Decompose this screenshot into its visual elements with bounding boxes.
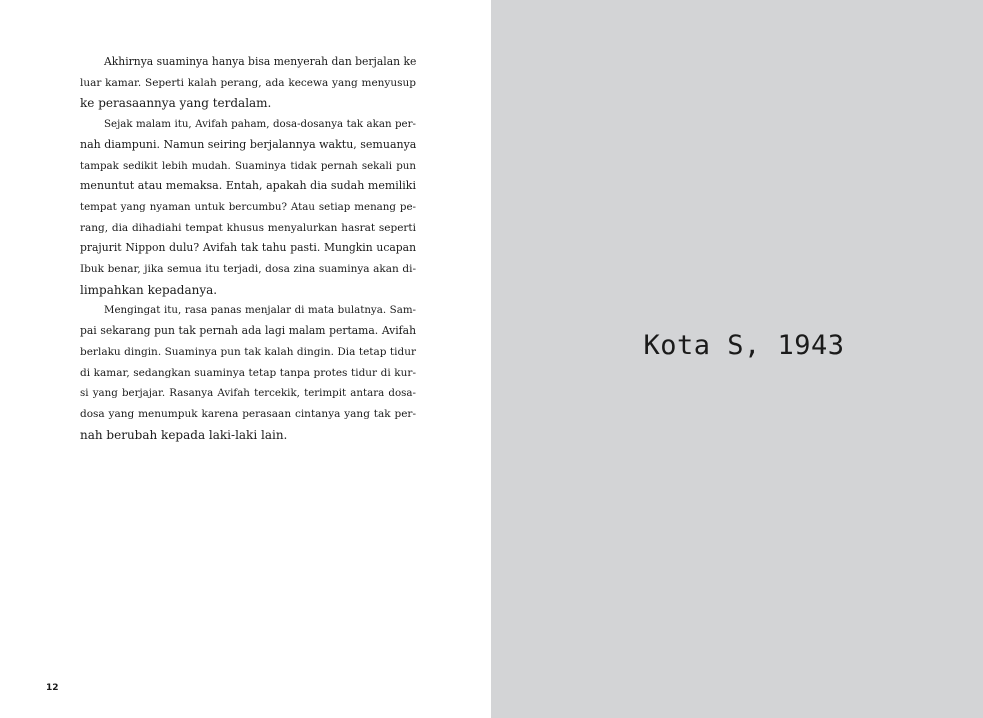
paragraph: [56, 114, 416, 300]
text-line: rang, dia dihadiahi tempat khusus menyalurkan hasrat seperti: [80, 221, 416, 234]
chapter-title: Kota S, 1943: [643, 330, 845, 361]
body-text: [56, 52, 416, 445]
text-line: ke perasaannya yang terdalam.: [80, 96, 272, 111]
text-line: Mengingat itu, rasa panas menjalar di mata bulatnya. Sam-: [104, 304, 416, 317]
text-line: Sejak malam itu, Avifah paham, dosa-dosanya tak akan per-: [104, 118, 416, 131]
left-page: [0, 0, 491, 718]
text-line: nah diampuni. Namun seiring berjalannya waktu, semuanya: [80, 137, 417, 151]
right-page: [491, 0, 983, 718]
text-line: menuntut atau memaksa. Entah, apakah dia sudah memiliki: [80, 179, 416, 193]
text-line: prajurit Nippon dulu? Avifah tak tahu pasti. Mungkin ucapan: [80, 241, 416, 255]
paragraph: [56, 300, 416, 445]
text-line: luar kamar. Seperti kalah perang, ada kecewa yang menyusup: [80, 76, 416, 89]
text-line: pai sekarang pun tak pernah ada lagi malam pertama. Avifah: [80, 324, 416, 338]
text-line: limpahkan kepadanya.: [80, 282, 218, 297]
text-line: Akhirnya suaminya hanya bisa menyerah dan berjalan ke: [104, 55, 417, 68]
paragraph: [56, 52, 416, 114]
text-line: tampak sedikit lebih mudah. Suaminya tidak pernah sekali pun: [80, 159, 416, 172]
text-line: Ibuk benar, jika semua itu terjadi, dosa zina suaminya akan di-: [80, 263, 416, 276]
text-line: si yang berjajar. Rasanya Avifah tercekik, terimpit antara dosa-: [80, 387, 416, 400]
text-line: tempat yang nyaman untuk bercumbu? Atau setiap menang pe-: [80, 200, 416, 213]
page-number: 12: [46, 683, 59, 693]
text-line: berlaku dingin. Suaminya pun tak kalah dingin. Dia tetap tidur: [80, 345, 416, 358]
text-line: dosa yang menumpuk karena perasaan cintanya yang tak per-: [80, 407, 416, 420]
text-line: di kamar, sedangkan suaminya tetap tanpa protes tidur di kur-: [80, 366, 416, 379]
text-line: nah berubah kepada laki-laki lain.: [80, 427, 288, 442]
